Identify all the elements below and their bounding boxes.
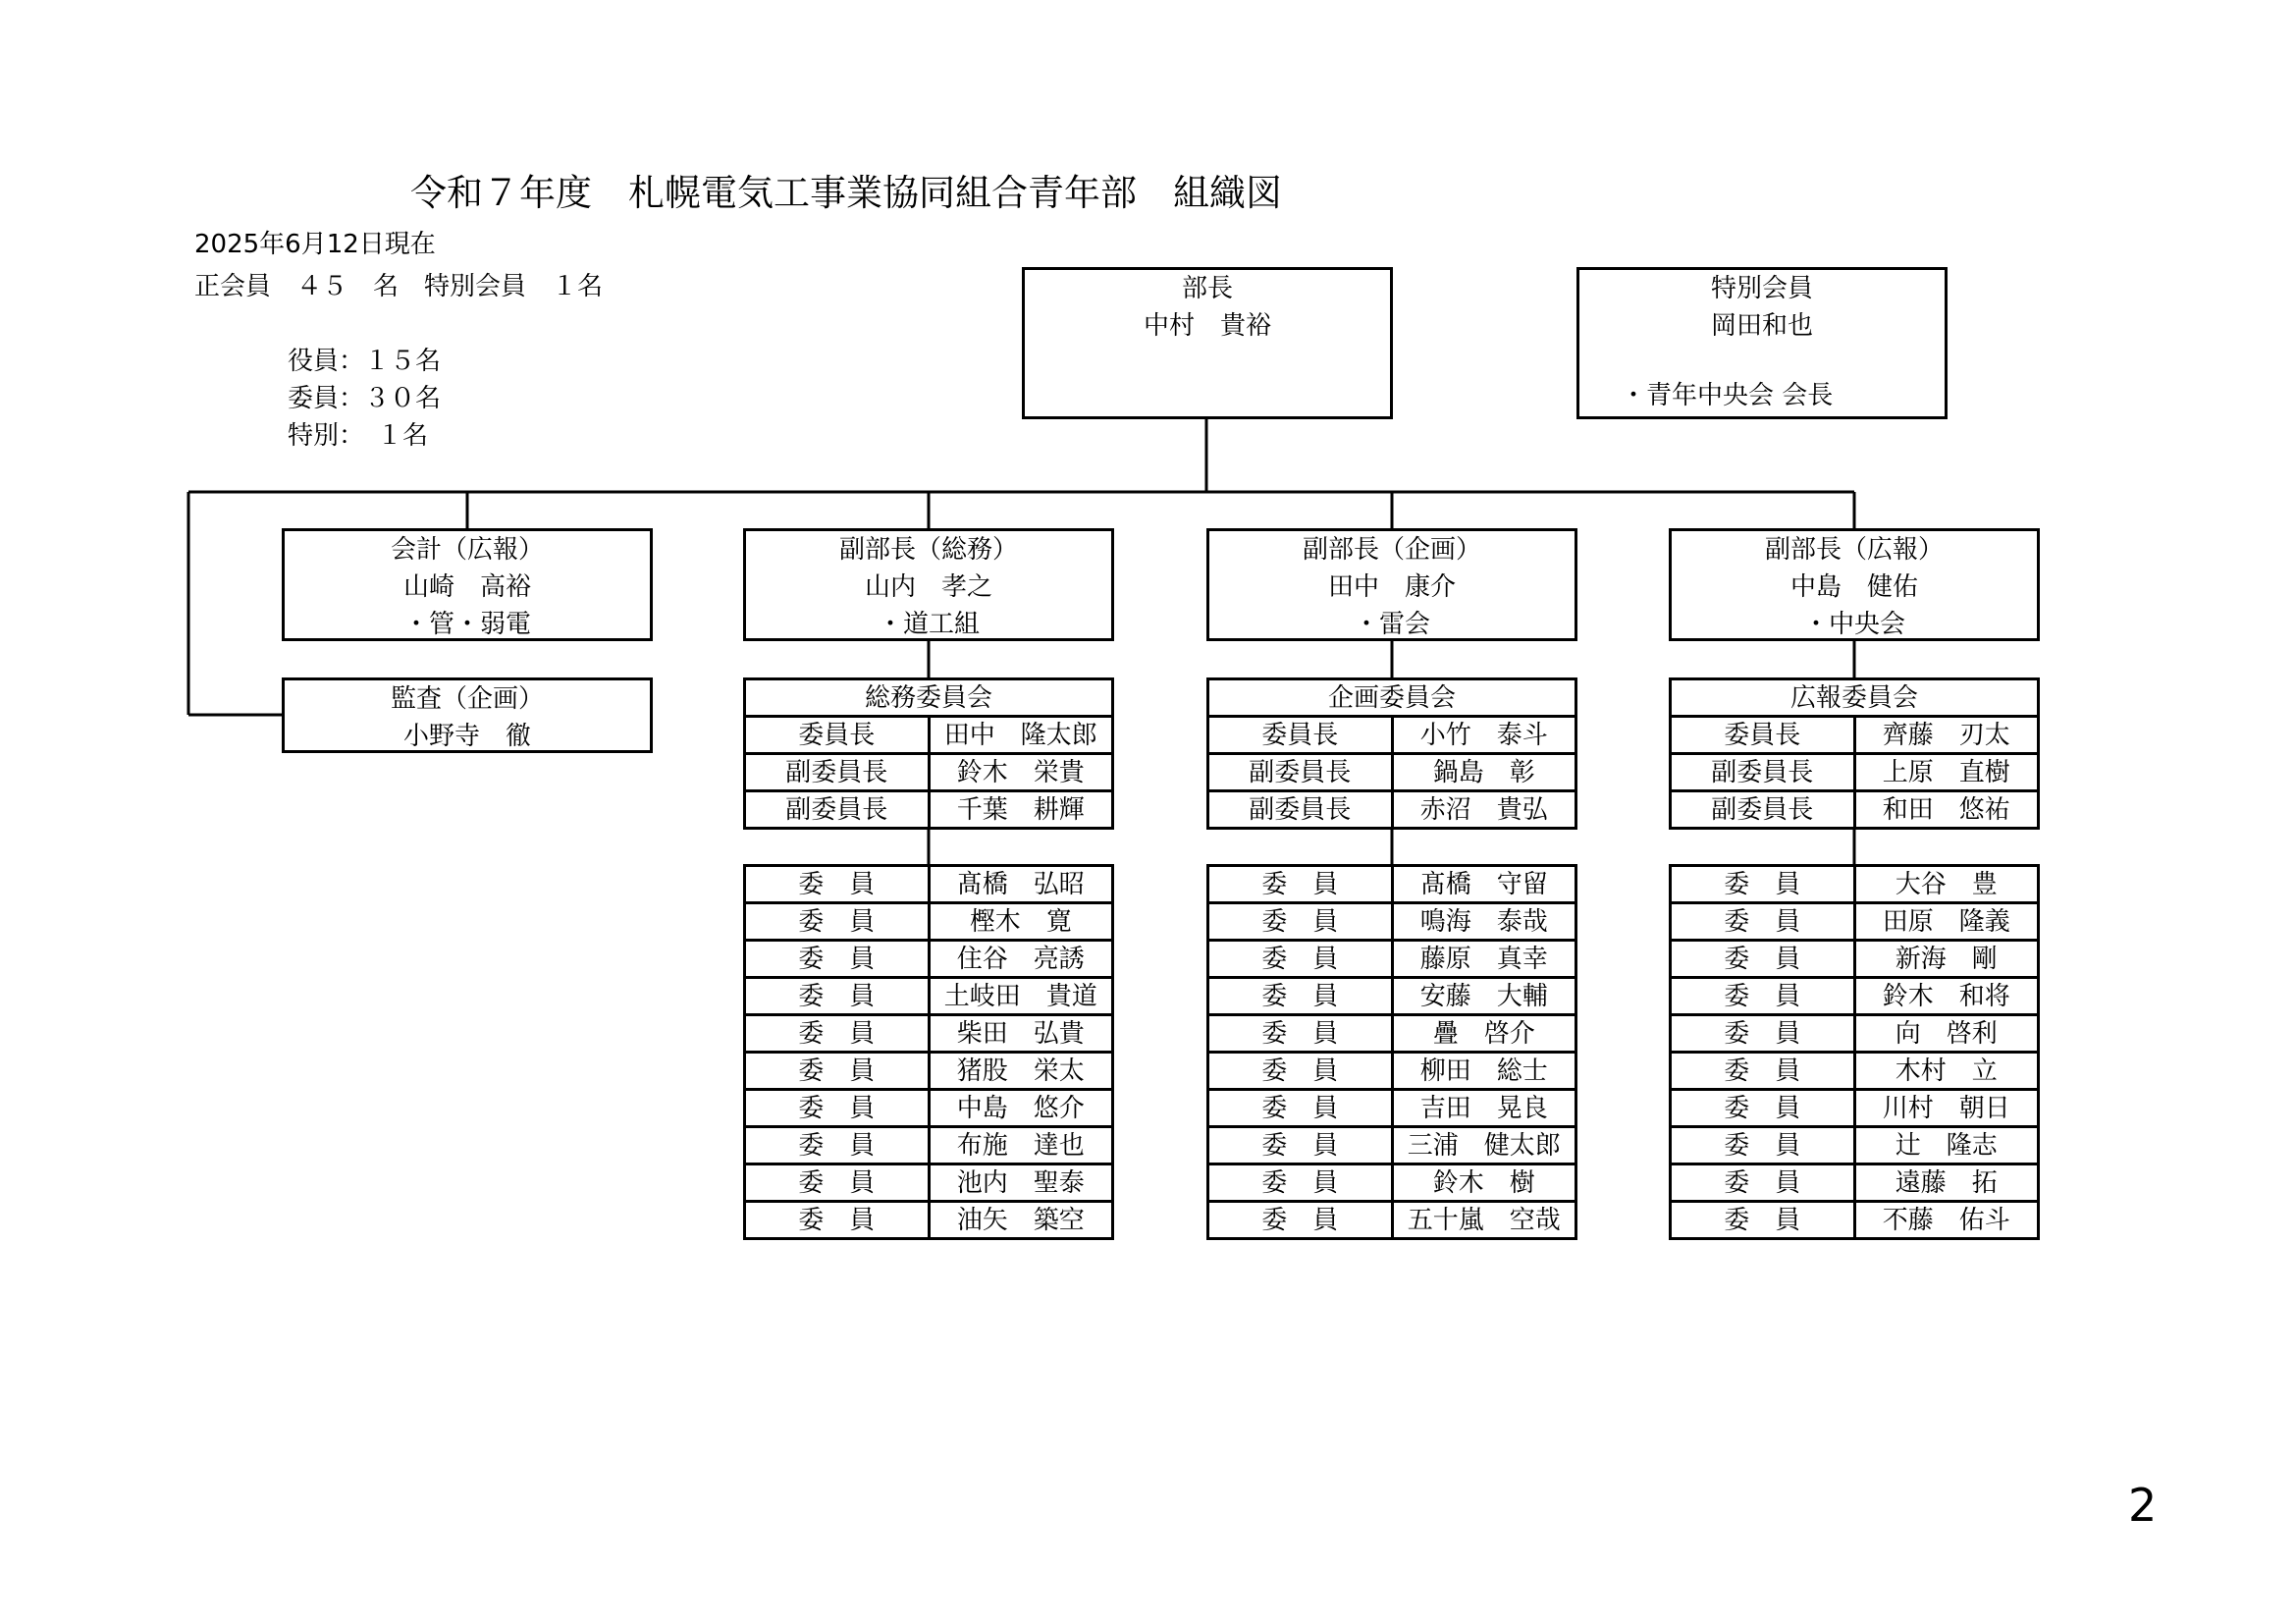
- member-role: 委 員: [1208, 978, 1393, 1015]
- info-date: 2025年6月12日現在: [194, 230, 436, 259]
- member-role: 委 員: [745, 978, 930, 1015]
- table-row: [745, 754, 1113, 791]
- page-number: 2: [2128, 1479, 2158, 1532]
- accountant-box: [282, 528, 653, 641]
- table-row: [1671, 1090, 2039, 1127]
- leader-name: 小竹 泰斗: [1392, 717, 1576, 754]
- committee-name: 総務委員会: [745, 679, 1113, 717]
- table-row: [1208, 1164, 1576, 1202]
- member-name: 鳴海 泰哉: [1392, 903, 1576, 941]
- table-row: [1671, 941, 2039, 978]
- member-role: 委 員: [1208, 903, 1393, 941]
- table-row: [1671, 754, 2039, 791]
- leader-name: 赤沼 貴弘: [1392, 791, 1576, 829]
- leader-role: 委員長: [745, 717, 930, 754]
- member-role: 委 員: [745, 866, 930, 903]
- member-role: 委 員: [745, 1127, 930, 1164]
- member-role: 委 員: [745, 1015, 930, 1053]
- auditor-box: [282, 677, 653, 753]
- vice-head-box-planning: [1206, 528, 1577, 641]
- member-name: 鈴木 樹: [1392, 1164, 1576, 1202]
- member-name: 油矢 築空: [929, 1202, 1113, 1239]
- head-name: 中村 貴裕: [1143, 311, 1271, 341]
- leader-name: 鍋島 彰: [1392, 754, 1576, 791]
- vice-head-box-general: [743, 528, 1114, 641]
- member-role: 委 員: [1671, 941, 1855, 978]
- table-row: [745, 866, 1113, 903]
- table-row: [1671, 1015, 2039, 1053]
- member-name: 向 啓利: [1854, 1015, 2039, 1053]
- leader-role: 副委員長: [745, 791, 930, 829]
- committee-members-table: [743, 864, 1114, 1240]
- committee-leaders-table: [1206, 677, 1577, 830]
- member-name: 吉田 晃良: [1392, 1090, 1576, 1127]
- member-name: 疊 啓介: [1392, 1015, 1576, 1053]
- table-row: [1671, 717, 2039, 754]
- member-role: 委 員: [1671, 903, 1855, 941]
- table-row: [1208, 717, 1576, 754]
- table-row: [1208, 791, 1576, 829]
- member-name: 猪股 栄太: [929, 1053, 1113, 1090]
- info-members: 正会員 ４５ 名 特別会員 １名: [194, 272, 604, 301]
- page-title: 令和７年度 札幌電気工事業協同組合青年部 組織図: [410, 172, 1282, 214]
- member-role: 委 員: [745, 903, 930, 941]
- leader-name: 上原 直樹: [1854, 754, 2039, 791]
- table-row: [1671, 791, 2039, 829]
- special-member-name: 岡田和也: [1710, 311, 1813, 341]
- leader-name: 鈴木 栄貴: [929, 754, 1113, 791]
- member-role: 委 員: [1208, 1015, 1393, 1053]
- table-row: [1208, 866, 1576, 903]
- leader-role: 副委員長: [745, 754, 930, 791]
- table-row: [745, 903, 1113, 941]
- member-role: 委 員: [1208, 866, 1393, 903]
- member-name: 大谷 豊: [1854, 866, 2039, 903]
- leader-name: 千葉 耕輝: [929, 791, 1113, 829]
- auditor-role: 監査（企画）: [390, 684, 544, 714]
- table-row: [1671, 1127, 2039, 1164]
- leader-role: 副委員長: [1208, 754, 1393, 791]
- vice-head-name: 中島 健佑: [1789, 572, 1918, 602]
- vice-head-role: 副部長（総務）: [838, 535, 1018, 565]
- leader-name: 田中 隆太郎: [929, 717, 1113, 754]
- member-name: 土岐田 貴道: [929, 978, 1113, 1015]
- leader-role: 副委員長: [1208, 791, 1393, 829]
- leader-role: 副委員長: [1671, 754, 1855, 791]
- member-role: 委 員: [745, 1053, 930, 1090]
- member-role: 委 員: [745, 941, 930, 978]
- vice-head-note: ・道工組: [877, 610, 980, 639]
- member-role: 委 員: [1671, 866, 1855, 903]
- table-row: [1208, 1090, 1576, 1127]
- member-role: 委 員: [1208, 1164, 1393, 1202]
- leader-role: 委員長: [1671, 717, 1855, 754]
- member-name: 池内 聖泰: [929, 1164, 1113, 1202]
- member-name: 髙橋 守留: [1392, 866, 1576, 903]
- member-role: 委 員: [1671, 1164, 1855, 1202]
- head-role: 部長: [1181, 274, 1233, 303]
- table-row: [1208, 941, 1576, 978]
- table-row: [1208, 754, 1576, 791]
- vice-head-role: 副部長（広報）: [1764, 535, 1944, 565]
- leader-role: 委員長: [1208, 717, 1393, 754]
- table-row: [745, 978, 1113, 1015]
- table-row: [745, 1164, 1113, 1202]
- accountant-role: 会計（広報）: [390, 535, 544, 565]
- committee-members-table: [1206, 864, 1577, 1240]
- info-special: 特別： １名: [288, 421, 429, 451]
- table-row: [1208, 903, 1576, 941]
- vice-head-note: ・雷会: [1353, 610, 1430, 639]
- table-row: [1208, 1015, 1576, 1053]
- table-row: [745, 1053, 1113, 1090]
- table-row: [745, 1015, 1113, 1053]
- leader-name: 和田 悠祐: [1854, 791, 2039, 829]
- member-name: 三浦 健太郎: [1392, 1127, 1576, 1164]
- table-row: [1208, 1053, 1576, 1090]
- table-row: [1671, 1053, 2039, 1090]
- table-row: [745, 791, 1113, 829]
- member-role: 委 員: [1671, 1090, 1855, 1127]
- member-name: 五十嵐 空哉: [1392, 1202, 1576, 1239]
- vice-head-role: 副部長（企画）: [1302, 535, 1481, 565]
- member-name: 藤原 真幸: [1392, 941, 1576, 978]
- table-row: [745, 1127, 1113, 1164]
- table-row: [745, 1090, 1113, 1127]
- member-name: 住谷 亮誘: [929, 941, 1113, 978]
- member-name: 柳田 総士: [1392, 1053, 1576, 1090]
- member-name: 不藤 佑斗: [1854, 1202, 2039, 1239]
- member-role: 委 員: [1208, 1090, 1393, 1127]
- table-row: [1208, 1202, 1576, 1239]
- member-role: 委 員: [1671, 1053, 1855, 1090]
- member-role: 委 員: [745, 1202, 930, 1239]
- head-box: [1022, 267, 1393, 419]
- committee-members-table: [1669, 864, 2040, 1240]
- member-name: 田原 隆義: [1854, 903, 2039, 941]
- table-row: [745, 1202, 1113, 1239]
- member-name: 木村 立: [1854, 1053, 2039, 1090]
- vice-head-note: ・中央会: [1802, 610, 1905, 639]
- member-role: 委 員: [1208, 1127, 1393, 1164]
- special-member-box: [1576, 267, 1948, 419]
- table-row: [1208, 1127, 1576, 1164]
- auditor-name: 小野寺 徹: [402, 722, 531, 751]
- table-row: [1671, 978, 2039, 1015]
- member-role: 委 員: [1208, 1202, 1393, 1239]
- info-officers: 役員：１５名: [288, 347, 442, 376]
- info-committee: 委員：３０名: [288, 384, 442, 413]
- vice-head-name: 山内 孝之: [864, 572, 992, 602]
- member-role: 委 員: [1208, 941, 1393, 978]
- leader-role: 副委員長: [1671, 791, 1855, 829]
- table-row: [1671, 1202, 2039, 1239]
- accountant-note: ・管・弱電: [402, 610, 531, 639]
- table-row: [745, 717, 1113, 754]
- member-name: 樫木 寛: [929, 903, 1113, 941]
- member-name: 中島 悠介: [929, 1090, 1113, 1127]
- member-role: 委 員: [1671, 1127, 1855, 1164]
- member-name: 川村 朝日: [1854, 1090, 2039, 1127]
- committee-leaders-table: [743, 677, 1114, 830]
- table-row: [1671, 1164, 2039, 1202]
- member-name: 布施 達也: [929, 1127, 1113, 1164]
- member-name: 鈴木 和将: [1854, 978, 2039, 1015]
- member-role: 委 員: [1671, 978, 1855, 1015]
- member-name: 遠藤 拓: [1854, 1164, 2039, 1202]
- member-role: 委 員: [1671, 1015, 1855, 1053]
- committee-name: 広報委員会: [1671, 679, 2039, 717]
- accountant-name: 山崎 高裕: [402, 572, 531, 602]
- table-row: [745, 941, 1113, 978]
- table-row: [1208, 978, 1576, 1015]
- special-member-role: 特別会員: [1710, 274, 1813, 303]
- member-role: 委 員: [745, 1164, 930, 1202]
- leader-name: 齊藤 刃太: [1854, 717, 2039, 754]
- member-name: 柴田 弘貴: [929, 1015, 1113, 1053]
- vice-head-name: 田中 康介: [1327, 572, 1456, 602]
- member-role: 委 員: [1671, 1202, 1855, 1239]
- member-name: 髙橋 弘昭: [929, 866, 1113, 903]
- member-role: 委 員: [745, 1090, 930, 1127]
- table-row: [1671, 866, 2039, 903]
- committee-name: 企画委員会: [1208, 679, 1576, 717]
- member-name: 辻 隆志: [1854, 1127, 2039, 1164]
- member-name: 新海 剛: [1854, 941, 2039, 978]
- member-name: 安藤 大輔: [1392, 978, 1576, 1015]
- special-member-note: ・青年中央会 会長: [1621, 381, 1834, 410]
- vice-head-box-pr: [1669, 528, 2040, 641]
- table-row: [1671, 903, 2039, 941]
- member-role: 委 員: [1208, 1053, 1393, 1090]
- committee-leaders-table: [1669, 677, 2040, 830]
